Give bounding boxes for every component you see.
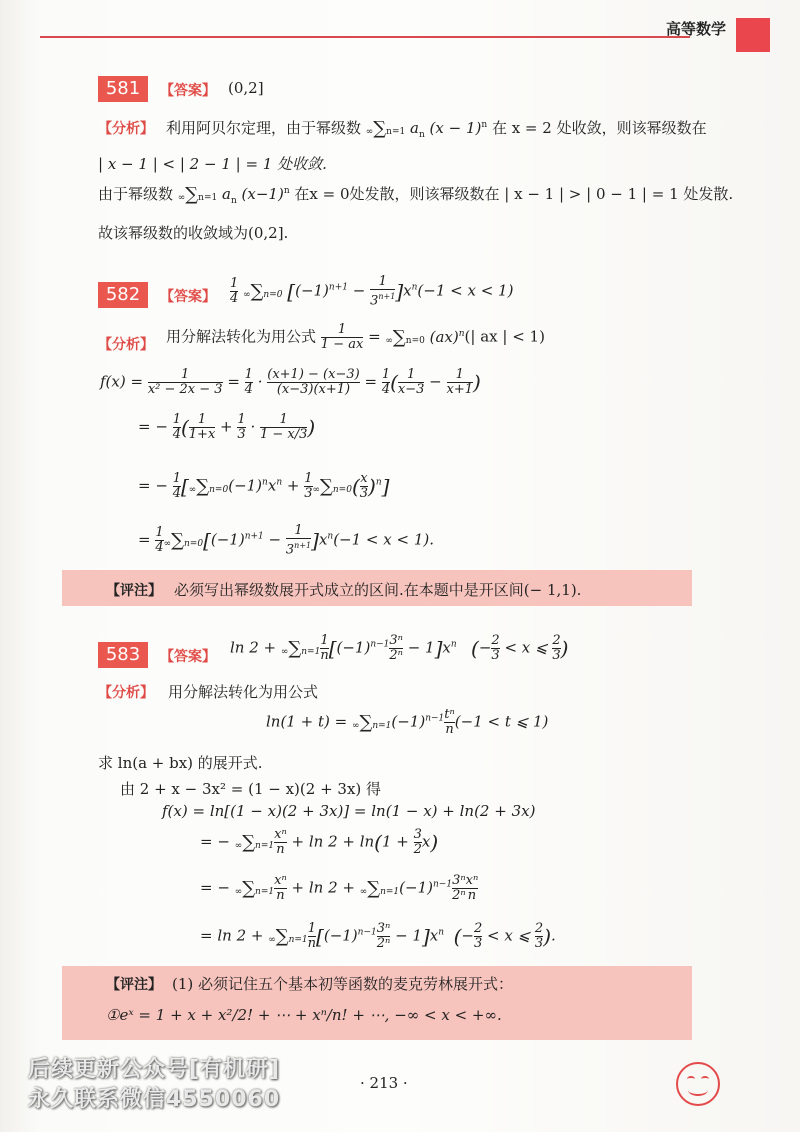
eq-583-2: = − ∞∑n=1 $\frac{\text{xⁿ}}{n}$ + ln 2 + ln(1 + $\frac{3}{2}$ x) [200, 827, 439, 857]
header-rule [40, 36, 690, 38]
sum-symbol: ∞∑n=1 [177, 184, 218, 205]
sum-symbol: ∞∑n=1 [365, 118, 406, 139]
text: 用分解法转化为用公式 [166, 327, 317, 346]
answer-583: ln 2 + ∞∑n=1 $\frac{1}{n}$ [$(-1)^{n-1}$ $\frac{\text{3ⁿ}}{\text{2ⁿ}}$ − $1]x^n$ (− $\frac{2}{3}$ < x ⩽ $\frac{2}{3}$ ) [230, 633, 569, 663]
note-583-formula: ①eˣ = 1 + x + x²/2! + ⋯ + xⁿ/n! + ⋯, −∞ < x < +∞. [106, 1006, 502, 1024]
eq-582-2: = − $\frac{1}{4}$ ( $\frac{1}{1+x}$ + $\frac{1}{3}$ · $\frac{1}{1 - x/3}$ ) [138, 412, 316, 442]
ask-583: 求 ln(a + bx) 的展开式. [98, 754, 263, 772]
analysis-581-line4: 故该幂级数的收敛域为(0,2]. [98, 224, 289, 242]
eq-582-4: = $\frac{1}{4}$ $\infty\sum n=0[(-1)^{n+1}$ − $\frac{1}{3^{n+1}}$ ]$x^n(-1 < x < 1)$. [138, 523, 434, 558]
analysis-581-line2: | x − 1 | < | 2 − 1 | = 1 处收敛. [98, 155, 327, 173]
note-582: 必须写出幂级数展开式成立的区间.在本题中是开区间(− 1,1). [174, 581, 582, 599]
math: (x − 1) [429, 119, 482, 137]
analysis-583: 用分解法转化为用公式 [168, 683, 319, 701]
watermark-line1: 后续更新公众号[有机研] [28, 1057, 281, 1082]
text: 在x = 0处发散，则该幂级数在 | x − 1 | > | 0 − 1 | = 1 处发散. [294, 185, 734, 203]
eq-582-3: = − $\frac{1}{4}$ [$\infty\sum n=0(-1)^nx^n$ + $\frac{1}{3}$ ∞∑n=0( $\frac{x}{3}$ )$^n$] [138, 471, 390, 501]
note-label-583: 【评注】 [106, 977, 162, 993]
smiley-icon [676, 1062, 720, 1106]
answer-581: (0,2] [228, 79, 264, 97]
eq-583-3: = − ∞∑n=1 $\frac{\text{xⁿ}}{n}$ + $\ln 2 + \infty\sum n=1(-1)^{n-1}$ $\frac{\text{3ⁿ}}{\text{2ⁿ}}$ $\frac{\text{xⁿ}}{n}$ [200, 873, 479, 903]
analysis-label-581: 【分析】 [98, 121, 154, 137]
analysis-label-582: 【分析】 [98, 337, 154, 353]
answer-label-583: 【答案】 [160, 649, 216, 665]
note-label-582: 【评注】 [106, 583, 162, 599]
note-583: (1) 必须记住五个基本初等函数的麦克劳林展开式： [172, 975, 514, 993]
eq-583-1: f(x) = ln[(1 − x)(2 + 3x)] = ln(1 − x) + ln(2 + 3x) [162, 802, 536, 820]
analysis-582: 用分解法转化为用公式 $\frac{1}{1 - ax}$ = ∞∑n=0 (ax)$^n$(| ax | < 1) [166, 322, 545, 352]
eq-582-1: f(x) = $\frac{1}{\text{x² − 2x − 3}}$ = $\frac{1}{4}$ · $\frac{(x+1) - (x-3)}{(x-3)(x+1)}$ = $\frac{1}{4}$ ( $\frac{1}{x-3}$ − $\frac{1}{x+1}$ ) [100, 367, 481, 397]
text: 由于幂级数 [98, 185, 174, 203]
problem-number-583: 583 [98, 642, 148, 668]
eq-583-4: = ln 2 + ∞∑n=1 $\frac{1}{n}$ [$(-1)^{n-1}$ $\frac{\text{3ⁿ}}{\text{2ⁿ}}$ − $1]x^n$ (− $\frac{2}{3}$ < x ⩽ $\frac{2}{3}$ ). [200, 921, 556, 951]
text: 利用阿贝尔定理，由于幂级数 [166, 119, 362, 137]
text: 在 x = 2 处收敛，则该幂级数在 [491, 119, 707, 137]
analysis-label-583: 【分析】 [98, 685, 154, 701]
header-tab [736, 18, 770, 52]
math: (x−1) [241, 185, 284, 203]
problem-number-581: 581 [98, 76, 148, 102]
text: (| ax | < 1) [464, 327, 545, 346]
answer-label-582: 【答案】 [160, 289, 216, 305]
problem-number-582: 582 [98, 282, 148, 308]
answer-label-581: 【答案】 [160, 83, 216, 99]
watermark-line2: 永久联系微信4550060 [28, 1087, 281, 1112]
analysis-581-line1: 利用阿贝尔定理，由于幂级数 ∞∑n=1 $a_n$ $(x - 1)^n$ 在 x = 2 处收敛，则该幂级数在 [166, 118, 707, 140]
math: a [410, 119, 419, 137]
step-583: 由 2 + x − 3x² = (1 − x)(2 + 3x) 得 [120, 780, 382, 798]
page-number: · 213 · [360, 1074, 408, 1092]
answer-582: $\frac{1}{4}$ ∞∑n=0 [$(-1)^{n+1}$ − $\frac{1}{3^{n+1}}$ ]$x^n(-1 < x < 1)$ [230, 274, 514, 309]
math: a [222, 185, 231, 203]
eq-583-formula: $\ln(1 + t) = \infty\sum n=1(-1)^{n-1}$ $\frac{\text{tⁿ}}{n}$ (−1 < t ⩽ 1) [266, 707, 549, 737]
analysis-581-line3: 由于幂级数 ∞∑n=1 $a_n$ $(x-1)^n$ 在x = 0处发散，则该幂级数在 | x − 1 | > | 0 − 1 | = 1 处发散. [98, 184, 734, 206]
header-title: 高等数学 [666, 20, 727, 38]
